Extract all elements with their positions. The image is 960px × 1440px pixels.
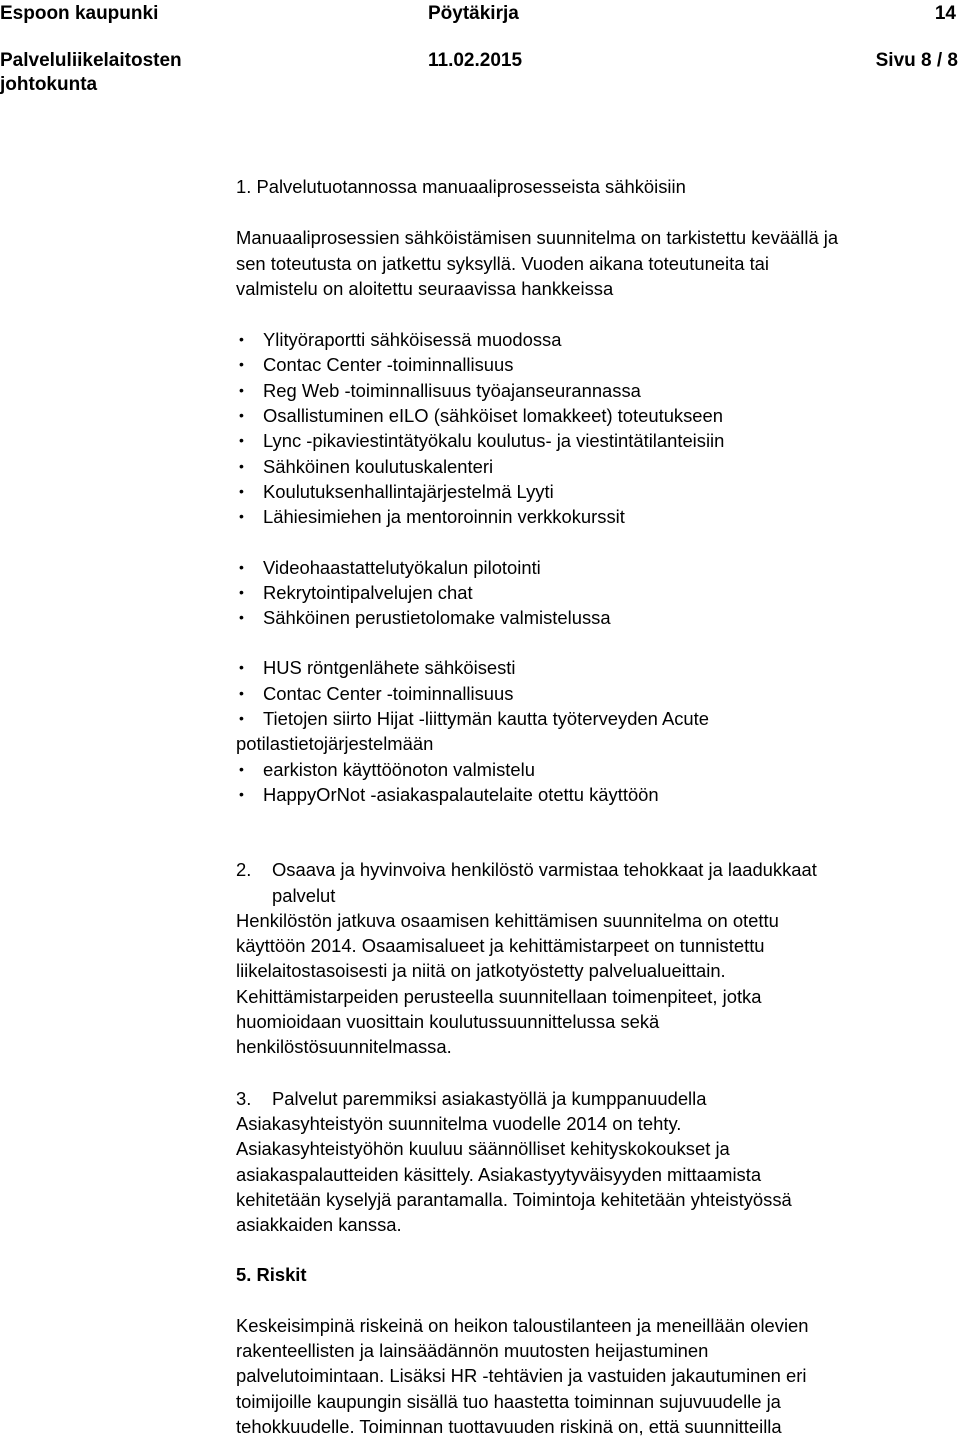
section2-line: Henkilöstön jatkuva osaamisen kehittämisen suunnitelma on otettu [236,909,779,931]
section2-heading-line: palvelut [272,884,336,906]
list-item: • Sähköinen perustietolomake valmistelussa [236,605,958,630]
section1-intro-line: sen toteutusta on jatkettu syksyllä. Vuoden aikana toteutuneita tai [236,252,769,274]
list-item-continuation: potilastietojärjestelmään [236,733,434,755]
list-item: • earkiston käyttöönoton valmistelu [236,757,958,782]
list-item: • HUS röntgenlähete sähköisesti [236,655,958,680]
section3-heading [236,1086,958,1111]
section2-heading-line: Osaava ja hyvinvoiva henkilöstö varmistaa tehokkaat ja laadukkaat [272,859,817,881]
section3-line: Asiakasyhteistyön suunnitelma vuodelle 2014 on tehty. [236,1112,682,1134]
section2-line: Kehittämistarpeiden perusteella suunnitellaan toimenpiteet, jotka [236,985,762,1007]
list-item: • Ylityöraportti sähköisessä muodossa [236,327,958,352]
list-item: • Contac Center -toiminnallisuus [236,681,958,706]
project-list-b [236,555,958,631]
section3-heading-text: Palvelut paremmiksi asiakastyöllä ja kumppanuudella [272,1087,707,1109]
section2-heading [236,857,958,908]
section2-line: henkilöstösuunnitelmassa. [236,1036,452,1058]
list-item: • Lähiesimiehen ja mentoroinnin verkkokurssit [236,504,958,529]
section1-heading: 1. Palvelutuotannossa manuaaliprosesseista sähköisiin [236,176,686,197]
project-list-c [236,655,958,731]
section3-line: asiakaspalautteiden käsittely. Asiakastyytyväisyyden mittaamista [236,1163,762,1185]
list-item: • Contac Center -toiminnallisuus [236,352,958,377]
project-list-a [236,327,958,529]
section2-line: huomioidaan vuosittain koulutussuunnittelussa sekä [236,1011,660,1033]
section5-line: tehokkuudelle. Toiminnan tuottavuuden riskinä on, että suunnitteilla [236,1415,782,1437]
list-item: • Sähköinen koulutuskalenteri [236,454,958,479]
section5-line: Keskeisimpinä riskeinä on heikon taloustilanteen ja meneillään olevien [236,1314,809,1336]
section1-intro-line: valmistelu on aloitettu seuraavissa hankkeissa [236,277,614,299]
section5-line: toimijoille kaupungin sisällä tuo haastetta toiminnan sujuvuudelle ja [236,1390,781,1412]
section2-line: liikelaitostasoisesti ja niitä on jatkotyöstetty palvelualueittain. [236,960,726,982]
list-item: • Rekrytointipalvelujen chat [236,580,958,605]
section2-line: käyttöön 2014. Osaamisalueet ja kehittämistarpeet on tunnistettu [236,935,765,957]
list-item: • Koulutuksenhallintajärjestelmä Lyyti [236,479,958,504]
section3-number: 3. [236,1087,252,1109]
project-list-c-cont [236,757,958,808]
list-item: • Reg Web -toiminnallisuus työajanseurannassa [236,378,958,403]
org-name: Espoon kaupunki [0,3,159,24]
page-number: Sivu 8 / 8 [875,50,958,71]
meeting-date: 11.02.2015 [428,50,523,71]
list-item: • Videohaastattelutyökalun pilotointi [236,555,958,580]
section5-line: rakenteellisten ja lainsäädännön muutosten heijastuminen [236,1339,709,1361]
body-name-line1: Palveluliikelaitosten [0,50,182,71]
list-item: • Lync -pikaviestintätyökalu koulutus- ja viestintätilanteisiin [236,428,958,453]
section3-line: kehitetään kyselyjä parantamalla. Toimintoja kehitetään yhteistyössä [236,1188,792,1210]
section5-line: palvelutoimintaan. Lisäksi HR -tehtävien ja vastuiden jakautuminen eri [236,1365,807,1387]
document-body [236,174,958,1439]
list-item: • Tietojen siirto Hijat -liittymän kautta työterveyden Acute [236,706,958,731]
section1-intro-line: Manuaaliprosessien sähköistämisen suunnitelma on tarkistettu keväällä ja [236,227,839,249]
list-item: • HappyOrNot -asiakaspalautelaite otettu käyttöön [236,782,958,807]
list-item: • Osallistuminen eILO (sähköiset lomakkeet) toteutukseen [236,403,958,428]
section3-line: Asiakasyhteistyöhön kuuluu säännölliset kehityskokoukset ja [236,1138,730,1160]
item-number: 14 [934,3,956,24]
section2-number: 2. [236,859,252,881]
section3-line: asiakkaiden kanssa. [236,1214,402,1236]
body-name-line2: johtokunta [0,74,98,95]
section5-heading: 5. Riskit [236,1264,307,1286]
document-type: Pöytäkirja [428,3,519,24]
